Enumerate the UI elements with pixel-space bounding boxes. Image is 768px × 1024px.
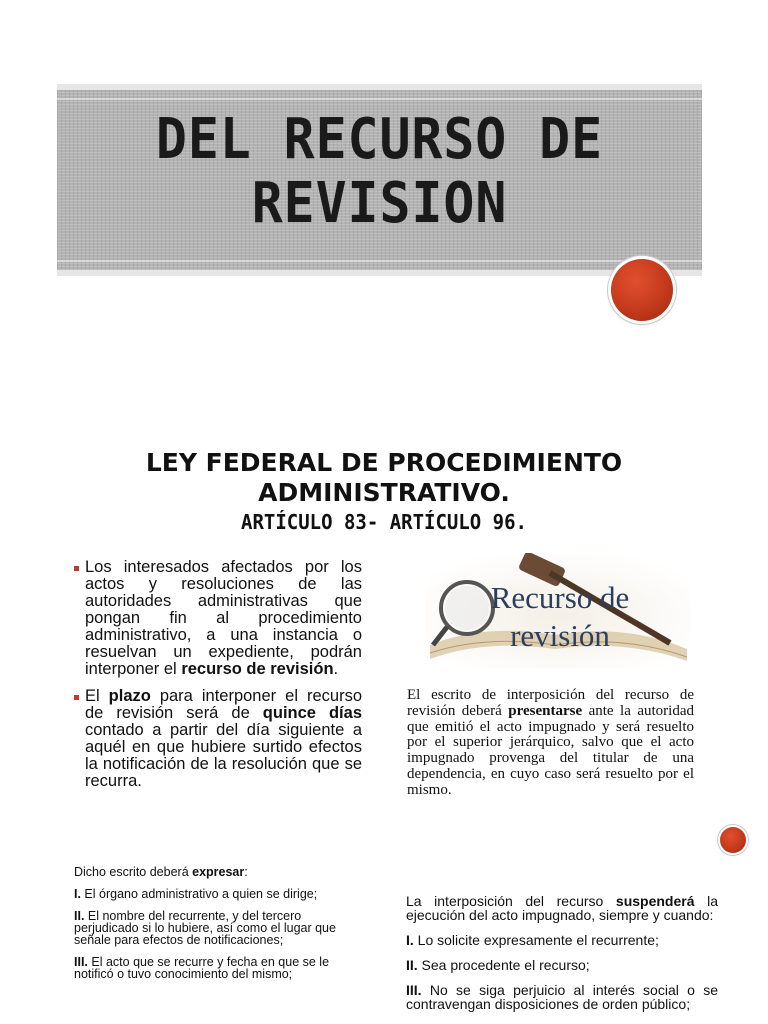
recurso-revision-image [425,553,690,668]
law-title-line-2: ADMINISTRATIVO. [258,478,510,507]
left-intro-c: : [244,865,248,879]
law-articles: ARTÍCULO 83- ARTÍCULO 96. [241,510,527,534]
item-text: No se siga perjuicio al interés social o se contravengan disposiciones de orden público; [406,982,718,1012]
image-caption-line-2: revisión [510,618,610,653]
list-item [406,958,718,972]
item-number: III. [406,982,422,998]
item-text: El órgano administrativo a quien se dirige; [80,887,318,901]
law-title [100,448,668,508]
list-item [74,888,364,900]
item-number: II. [406,957,418,973]
list-item [72,688,362,790]
escrito-a: El escrito de interposición del recurso de revisión deberá [407,687,694,719]
slide-title [83,108,676,236]
bullet-2-a: El [85,687,109,705]
suspension-conditions [406,894,718,1022]
bullet-1-text: Los interesados afectados por los actos y resoluciones de las autoridades administrativas que pongan fin al procedimiento administrativo, a una instancia o resuelvan un expediente, podrán interponer el [85,558,362,678]
left-intro-a: Dicho escrito deberá [74,865,193,879]
title-line-1: DEL RECURSO DE [155,107,604,172]
left-intro-b: expresar [192,865,245,879]
title-banner [57,84,702,276]
list-item [74,910,364,946]
bullet-list [72,559,362,800]
list-item [74,956,364,980]
list-item [406,983,718,1011]
item-number: I. [406,932,414,948]
item-text: Sea procedente el recurso; [417,957,590,973]
bullet-2-c: para interponer el recurso de revisión será de [85,687,362,722]
escrito-c: ante la autoridad que emitió el acto impugnado y será resuelto por el superior jerárquico, salvo que el acto impugnado provenga del titular de una dependencia, en cuyo caso será resuelto por el mismo. [407,702,694,798]
item-text: Lo solicite expresamente el recurrente; [413,932,659,948]
escrito-paragraph [407,688,694,799]
law-title-line-1: LEY FEDERAL DE PROCEDIMIENTO [145,448,623,477]
right-intro-c: la ejecución del acto impugnado, siempre y cuando: [406,893,718,923]
right-intro-a: La interposición del recurso [406,893,616,909]
escrito-requirements [74,866,364,990]
item-number: I. [74,887,81,901]
item-number: III. [74,955,88,969]
bullet-2-d: quince días [262,704,362,722]
bullet-2-e: contado a partir del día siguiente a aquél en que hubiere surtido efectos la notificación de la resolución que se recurra. [85,721,362,790]
title-line-2: REVISION [251,171,508,236]
decorative-orb-icon [611,259,673,321]
item-number: II. [74,909,85,923]
bullet-2-b: plazo [108,687,151,705]
image-caption-line-1: Recurso de [490,580,630,615]
left-intro [74,866,364,878]
image-caption [460,579,660,655]
bullet-1-bold: recurso de revisión [181,660,334,678]
list-item [72,559,362,678]
decorative-orb-icon [720,827,746,853]
list-item [406,933,718,947]
bullet-1-end: . [333,660,339,678]
item-text: El nombre del recurrente, y del tercero perjudicado si lo hubiere, así como el lugar que señale para efectos de notificaciones; [74,909,336,947]
item-text: El acto que se recurre y fecha en que se le notificó o tuvo conocimiento del mismo; [74,955,330,981]
right-intro-b: suspenderá [615,893,695,909]
escrito-b: presentarse [508,702,583,719]
right-intro [406,894,718,922]
